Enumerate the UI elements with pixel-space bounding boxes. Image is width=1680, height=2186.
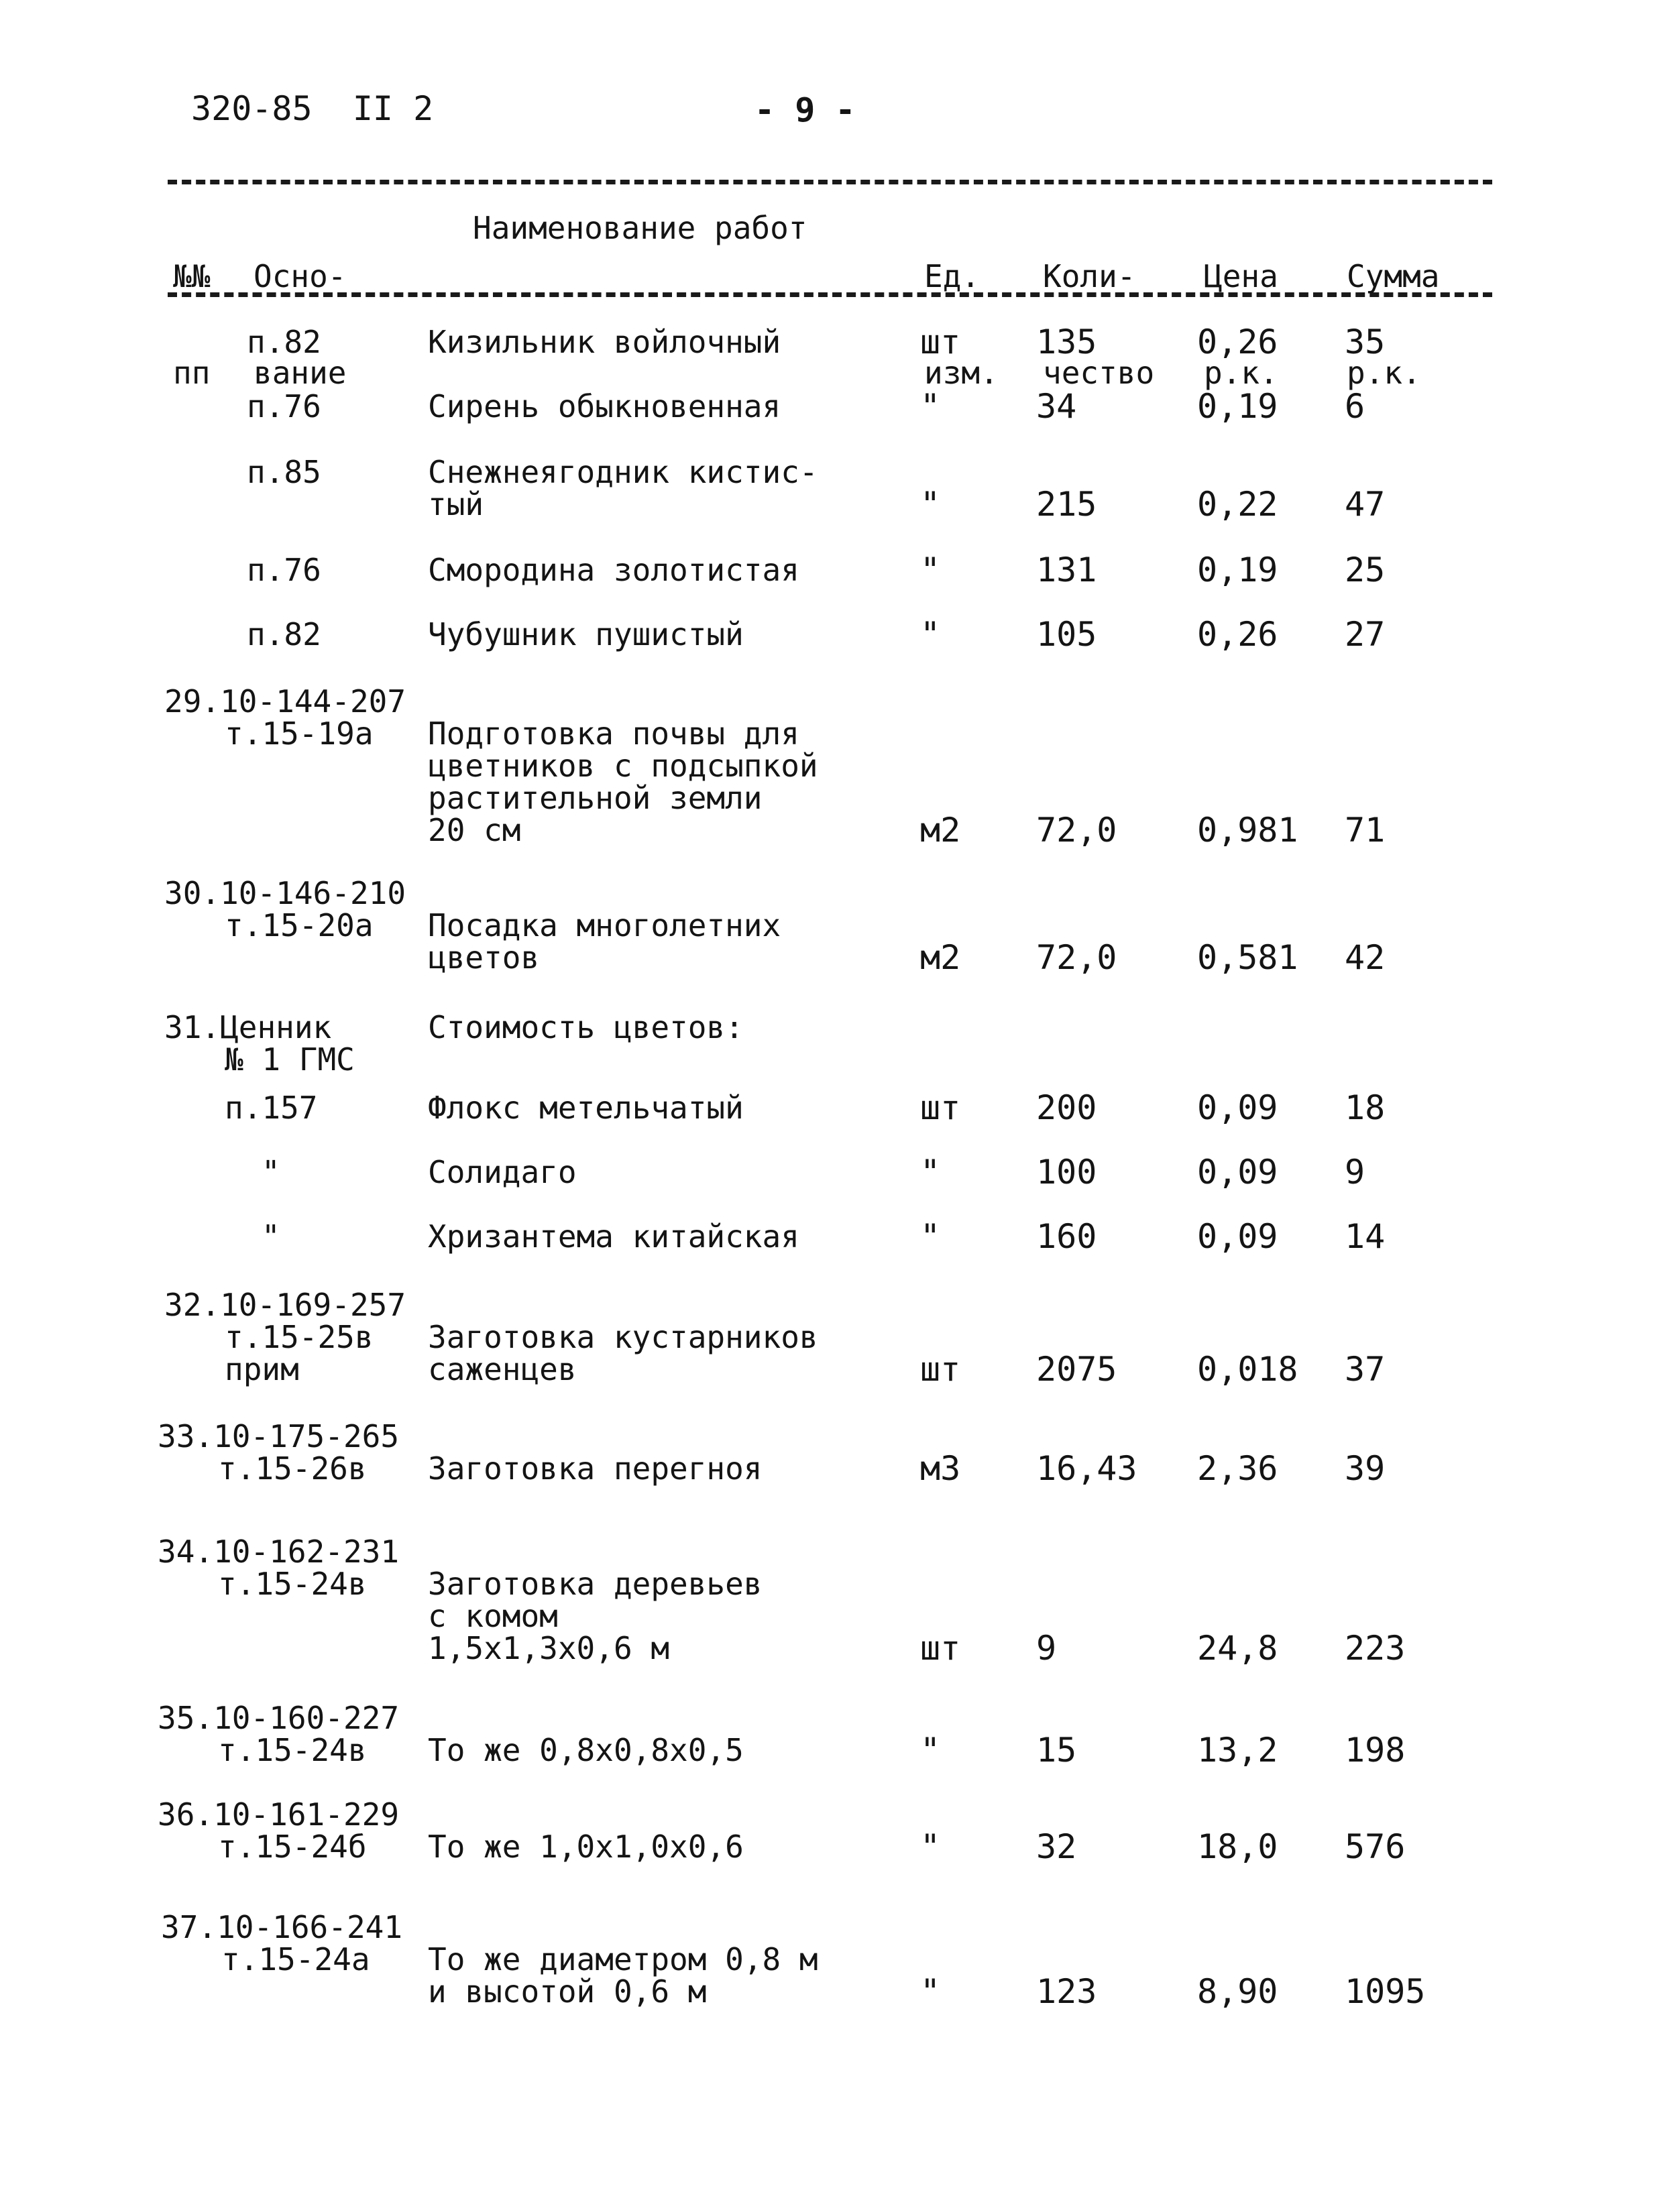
sum-cell: 47 [1345,485,1386,524]
work-name-line: Посадка многолетних [428,907,781,943]
sum-cell: 27 [1345,615,1386,654]
unit-cell: " [920,1217,941,1256]
price-cell: 0,19 [1197,551,1278,589]
work-name-cell [428,909,781,974]
work-name-line: и высотой 0,6 м [428,1973,707,2010]
price-cell: 0,09 [1197,1088,1278,1127]
sum-cell: 71 [1345,811,1386,850]
basis-cell [262,1220,280,1253]
work-name-line: 20 см [428,812,521,848]
basis-line: 35.10-160-227 [158,1700,400,1736]
unit-cell: " [920,1153,941,1192]
basis-cell [247,390,321,422]
basis-line: п.157 [225,1090,318,1126]
basis-cell [247,326,321,358]
work-name-cell [428,717,818,846]
basis-line: п.76 [247,388,321,424]
basis-line: т.15-24в [218,1732,367,1768]
price-cell: 0,018 [1197,1350,1298,1389]
basis-line: 33.10-175-265 [158,1418,400,1454]
basis-line: т.15-25в [225,1319,374,1355]
work-name-line: цветников с подсыпкой [428,748,818,784]
work-name-cell [428,1220,799,1253]
work-name-line: Чубушник пушистый [428,616,744,652]
basis-cell [158,1536,399,1600]
unit-cell: " [920,485,941,524]
work-name-line: То же диаметром 0,8 м [428,1941,818,1977]
quantity-cell: 135 [1036,323,1097,361]
table-header-rule [168,292,1492,297]
basis-line: 30.10-146-210 [164,875,406,911]
quantity-cell: 131 [1036,551,1097,589]
sum-cell: 9 [1345,1153,1365,1192]
basis-line: п.76 [247,552,321,588]
price-cell: 2,36 [1197,1449,1278,1488]
quantity-cell: 34 [1036,387,1077,426]
work-name-cell [428,326,781,358]
basis-line: 31.Ценник [164,1009,332,1045]
work-name-cell [428,1943,818,2008]
work-name-line: 1,5х1,3х0,6 м [428,1630,670,1666]
unit-cell: " [920,1731,941,1770]
quantity-cell: 72,0 [1036,938,1117,977]
document-code: 320-85 II 2 [191,89,434,128]
header-basis-line1: Осно- [254,258,347,294]
sum-cell: 37 [1345,1350,1386,1389]
unit-cell: шт [920,1629,961,1668]
unit-cell: " [920,1827,941,1866]
basis-line: т.15-24в [218,1566,367,1602]
work-name-cell [428,456,818,520]
quantity-cell: 15 [1036,1731,1077,1770]
work-name-line: Заготовка кустарников [428,1319,818,1355]
price-cell: 0,581 [1197,938,1298,977]
basis-line: т.15-20а [225,907,374,943]
price-cell: 24,8 [1197,1629,1278,1668]
work-name-line: То же 1,0х1,0х0,6 [428,1829,744,1865]
sum-cell: 39 [1345,1449,1386,1488]
basis-cell [164,685,406,750]
work-name-line: растительной земли [428,780,763,816]
page-number: - 9 - [754,91,856,129]
header-unit-line1: Ед. [924,258,981,294]
work-name-line: Подготовка почвы для [428,715,799,752]
basis-line: 37.10-166-241 [161,1909,403,1945]
basis-line: т.15-24б [218,1829,367,1865]
work-name-line: То же 0,8х0,8х0,5 [428,1732,744,1768]
work-name-cell [428,1734,744,1766]
header-qty-line2: чество [1043,355,1155,391]
basis-cell [158,1798,399,1863]
sum-cell: 14 [1345,1217,1386,1256]
work-name-cell [428,618,744,650]
unit-cell: м3 [920,1449,961,1488]
basis-line: т.15-19а [225,715,374,752]
basis-line: прим [225,1351,299,1387]
work-name-cell [428,1452,763,1485]
price-cell: 18,0 [1197,1827,1278,1866]
price-cell: 8,90 [1197,1972,1278,2011]
basis-line: № 1 ГМС [225,1041,355,1078]
price-cell: 0,09 [1197,1153,1278,1192]
basis-cell [262,1156,280,1188]
price-cell: 0,09 [1197,1217,1278,1256]
basis-cell [247,456,321,488]
work-name-cell [428,1011,744,1043]
price-cell: 0,26 [1197,615,1278,654]
basis-cell [164,1289,406,1385]
header-price-line2: р.к. [1204,355,1278,391]
basis-line: т.15-24а [221,1941,370,1977]
quantity-cell: 32 [1036,1827,1077,1866]
basis-cell [158,1702,399,1766]
work-name-line: Снежнеягодник кистис- [428,454,818,490]
quantity-cell: 2075 [1036,1350,1117,1389]
work-name-line: Смородина золотистая [428,552,799,588]
basis-line: " [262,1154,280,1190]
work-name-line: Сирень обыкновенная [428,388,781,424]
work-name-cell [428,554,799,586]
basis-cell [247,618,321,650]
basis-line: 36.10-161-229 [158,1796,400,1833]
basis-line: п.82 [247,616,321,652]
work-name-cell [428,390,781,422]
unit-cell: шт [920,323,961,361]
work-name-cell [428,1092,744,1124]
quantity-cell: 9 [1036,1629,1057,1668]
unit-cell: шт [920,1350,961,1389]
basis-line: 32.10-169-257 [164,1287,406,1323]
work-name-line: Хризантема китайская [428,1218,799,1255]
price-cell: 0,26 [1197,323,1278,361]
header-name: Наименование работ [473,210,807,246]
basis-cell [164,877,406,941]
price-cell: 0,19 [1197,387,1278,426]
unit-cell: " [920,551,941,589]
basis-cell [225,1092,317,1124]
unit-cell: шт [920,1088,961,1127]
sum-cell: 42 [1345,938,1386,977]
quantity-cell: 215 [1036,485,1097,524]
work-name-line: Кизильник войлочный [428,324,781,360]
basis-cell [161,1911,402,1975]
basis-line: 34.10-162-231 [158,1534,400,1570]
work-name-cell [428,1831,744,1863]
quantity-cell: 123 [1036,1972,1097,2011]
quantity-cell: 105 [1036,615,1097,654]
basis-line: " [262,1218,280,1255]
header-no-line1: №№ [173,258,211,294]
sum-cell: 18 [1345,1088,1386,1127]
work-name-line: Стоимость цветов: [428,1009,744,1045]
work-name-line: Заготовка деревьев [428,1566,763,1602]
unit-cell: " [920,387,941,426]
quantity-cell: 200 [1036,1088,1097,1127]
quantity-cell: 16,43 [1036,1449,1137,1488]
header-qty-line1: Коли- [1043,258,1136,294]
work-name-cell [428,1321,818,1385]
sum-cell: 576 [1345,1827,1406,1866]
basis-cell [247,554,321,586]
unit-cell: " [920,1972,941,2011]
price-cell: 13,2 [1197,1731,1278,1770]
unit-cell: м2 [920,938,961,977]
basis-line: п.82 [247,324,321,360]
header-unit-line2: изм. [924,355,999,391]
sum-cell: 6 [1345,387,1365,426]
basis-cell [158,1420,399,1485]
sum-cell: 198 [1345,1731,1406,1770]
header-no-line2: пп [173,355,211,391]
work-name-line: Заготовка перегноя [428,1450,763,1487]
work-name-line: с комом [428,1598,558,1634]
quantity-cell: 72,0 [1036,811,1117,850]
work-name-cell [428,1568,763,1664]
price-cell: 0,981 [1197,811,1298,850]
header-no [173,196,247,453]
work-name-line: тый [428,486,484,522]
work-name-cell [428,1156,577,1188]
price-cell: 0,22 [1197,485,1278,524]
header-sum-line2: р.к. [1347,355,1421,391]
header-price-line1: Цена [1204,258,1278,294]
table-top-rule [168,180,1492,184]
work-name-line: саженцев [428,1351,577,1387]
sum-cell: 35 [1345,323,1386,361]
basis-cell [164,1011,355,1076]
header-sum-line1: Сумма [1347,258,1440,294]
work-name-line: Флокс метельчатый [428,1090,744,1126]
unit-cell: " [920,615,941,654]
unit-cell: м2 [920,811,961,850]
work-name-line: цветов [428,939,540,976]
header-basis-line2: вание [254,355,347,391]
work-name-line: Солидаго [428,1154,577,1190]
quantity-cell: 100 [1036,1153,1097,1192]
basis-line: п.85 [247,454,321,490]
sum-cell: 1095 [1345,1972,1426,2011]
quantity-cell: 160 [1036,1217,1097,1256]
sum-cell: 223 [1345,1629,1406,1668]
sum-cell: 25 [1345,551,1386,589]
basis-line: т.15-26в [218,1450,367,1487]
basis-line: 29.10-144-207 [164,683,406,720]
